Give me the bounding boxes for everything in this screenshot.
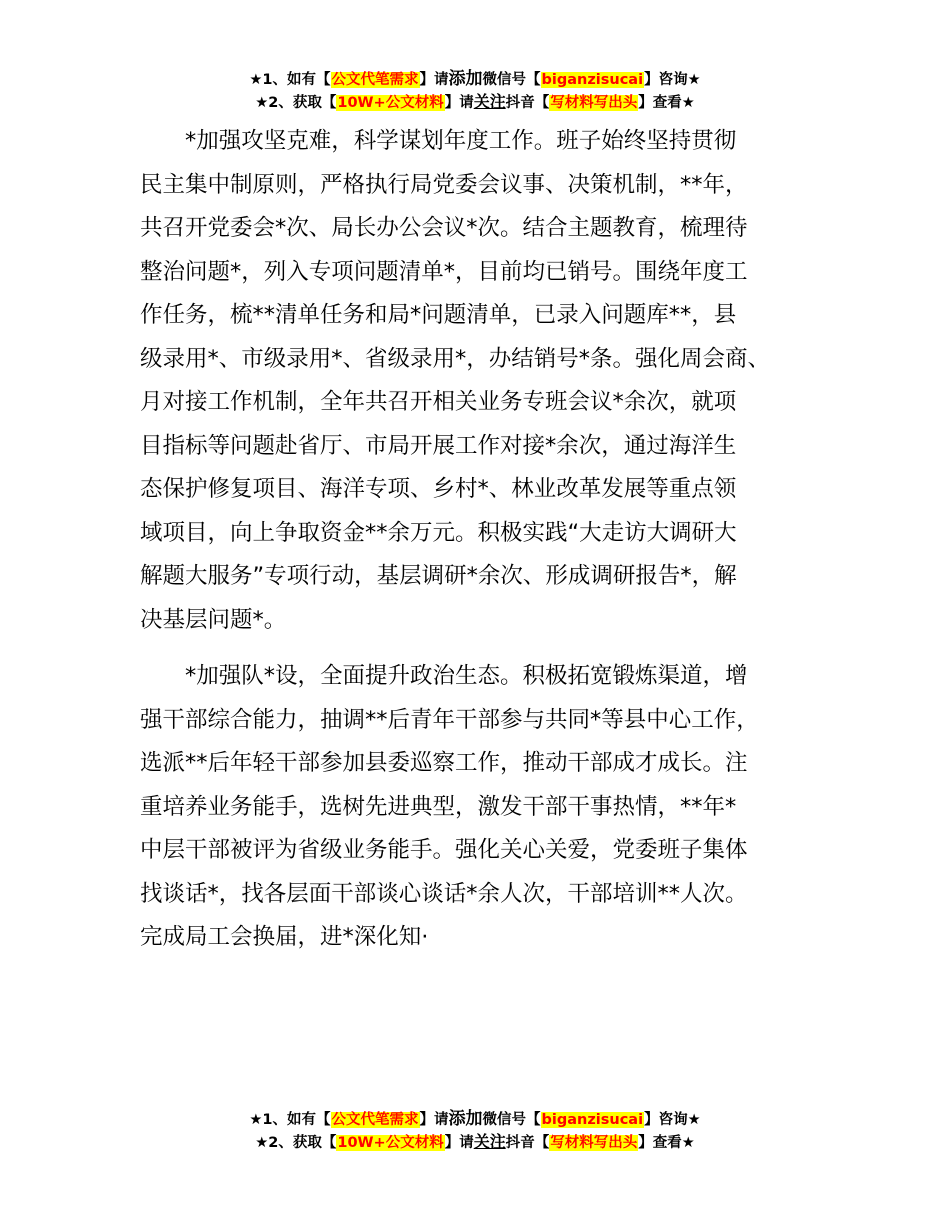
- banner-text: 微信号【: [482, 1112, 541, 1128]
- text-line: 民主集中制原则，严格执行局党委会议事、决策机制，**年，: [140, 171, 748, 198]
- text-line: 月对接工作机制，全年共召开相关业务专班会议*余次，就项: [140, 389, 737, 415]
- banner-text: 】咨询★: [644, 72, 701, 88]
- text-line: 选派**后年轻干部参加县委巡察工作，推动干部成才成长。注: [140, 750, 748, 776]
- text-line: 域项目，向上争取资金**余万元。积极实践“大走访大调研大: [140, 519, 737, 546]
- banner-text: 抖音【: [505, 1135, 550, 1151]
- text-line: 整治问题*，列入专项问题清单*，目前均已销号。围绕年度工: [140, 258, 748, 285]
- highlight-douyin-account: 写材料写出头: [550, 95, 638, 111]
- banner-line-1: [0, 68, 950, 91]
- banner-text: 】咨询★: [644, 1112, 701, 1128]
- highlight-materials: 10W+公文材料: [337, 1135, 444, 1151]
- highlight-douyin-account: 写材料写出头: [550, 1135, 638, 1151]
- banner-text: 微信号【: [482, 72, 541, 88]
- banner-line-2: [0, 1131, 950, 1154]
- text-line: *加强队*设，全面提升政治生态。积极拓宽锻炼渠道，增: [185, 663, 748, 689]
- footer-banner: [0, 1108, 950, 1154]
- highlight-materials: 10W+公文材料: [337, 95, 444, 111]
- banner-text: 】查看★: [638, 95, 695, 111]
- paragraph-team-building: [140, 655, 840, 960]
- banner-emphasis: 关注: [473, 1132, 506, 1151]
- banner-emphasis: 添加: [448, 69, 483, 89]
- document-body: [140, 120, 840, 960]
- text-line: 态保护修复项目、海洋专项、乡村*、林业改革发展等重点领: [140, 476, 737, 502]
- text-line: 找谈话*，找各层面干部谈心谈话*余人次，干部培训**人次。: [140, 880, 748, 907]
- highlight-service: 公文代笔需求: [331, 1112, 419, 1128]
- banner-line-1: [0, 1108, 950, 1131]
- banner-text: ★2、获取【: [255, 95, 337, 111]
- highlight-service: 公文代笔需求: [331, 72, 419, 88]
- banner-text: ★1、如有【: [249, 1112, 331, 1128]
- text-line: 重培养业务能手，选树先进典型，激发干部干事热情，**年*: [140, 793, 737, 820]
- text-line: 目指标等问题赴省厅、市局开展工作对接*余次，通过海洋生: [140, 432, 737, 459]
- header-banner: [0, 68, 950, 114]
- text-line: 作任务，梳**清单任务和局*问题清单，已录入问题库**，县: [140, 302, 737, 328]
- text-line: 中层干部被评为省级业务能手。强化关心关爱，党委班子集体: [140, 837, 748, 863]
- banner-text: 】请: [419, 1112, 449, 1128]
- banner-emphasis: 添加: [448, 1109, 483, 1129]
- banner-text: 】查看★: [638, 1135, 695, 1151]
- banner-text: ★1、如有【: [249, 72, 331, 88]
- banner-text: 抖音【: [505, 95, 550, 111]
- text-line: 完成局工会换届，进*深化知·: [140, 924, 429, 950]
- text-line: 共召开党委会*次、局长办公会议*次。结合主题教育，梳理待: [140, 215, 748, 241]
- text-line: 级录用*、市级录用*、省级录用*，办结销号*条。强化周会商、: [140, 345, 771, 372]
- highlight-wechat-id: biganzisucai: [541, 72, 644, 88]
- text-line: *加强攻坚克难，科学谋划年度工作。班子始终坚持贯彻: [185, 128, 737, 154]
- highlight-wechat-id: biganzisucai: [541, 1112, 644, 1128]
- banner-emphasis: 关注: [473, 92, 506, 111]
- banner-text: 】请: [419, 72, 449, 88]
- banner-line-2: [0, 91, 950, 114]
- banner-text: 】请: [444, 1135, 474, 1151]
- banner-text: 】请: [444, 95, 474, 111]
- text-line: 决基层问题*。: [140, 606, 287, 633]
- text-line: 强干部综合能力，抽调**后青年干部参与共同*等县中心工作，: [140, 706, 759, 733]
- paragraph-work-planning: [140, 120, 840, 642]
- banner-text: ★2、获取【: [255, 1135, 337, 1151]
- text-line: 解题大服务”专项行动，基层调研*余次、形成调研报告*，解: [140, 563, 737, 589]
